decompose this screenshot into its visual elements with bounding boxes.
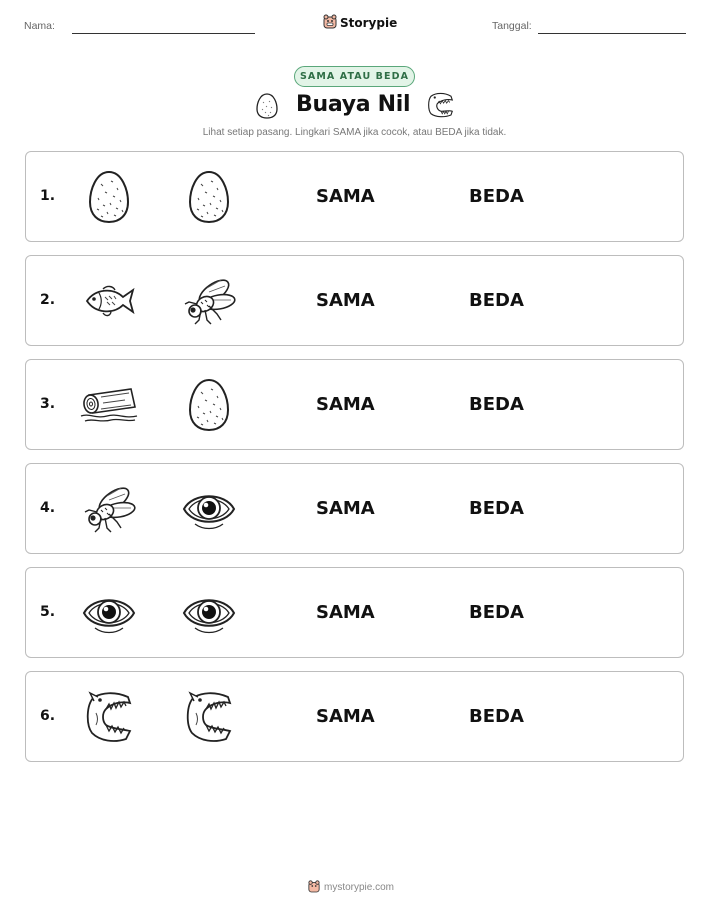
eye-icon (78, 582, 140, 644)
fly-icon (78, 478, 140, 540)
fly-icon (178, 270, 240, 332)
row-number: 3. (40, 396, 56, 412)
title-crocodile-icon (426, 90, 456, 124)
same-option[interactable]: SAMA (316, 706, 375, 727)
crocodile-jaw-icon (178, 686, 240, 748)
worksheet-row (25, 151, 684, 242)
same-option[interactable]: SAMA (316, 602, 375, 623)
different-option[interactable]: BEDA (469, 394, 524, 415)
row-number: 5. (40, 604, 56, 620)
title-egg-icon (256, 93, 278, 123)
same-option[interactable]: SAMA (316, 394, 375, 415)
row-number: 6. (40, 708, 56, 724)
same-option[interactable]: SAMA (316, 186, 375, 207)
different-option[interactable]: BEDA (469, 602, 524, 623)
storypie-mascot-icon (323, 13, 337, 33)
name-label: Nama: (24, 20, 55, 32)
fish-icon (78, 270, 140, 332)
different-option[interactable]: BEDA (469, 186, 524, 207)
footer (308, 879, 394, 896)
egg-icon (178, 374, 240, 436)
name-field-line[interactable] (72, 33, 255, 34)
logo-text: Storypie (340, 16, 398, 30)
row-number: 2. (40, 292, 56, 308)
worksheet-row (25, 567, 684, 658)
log-icon (78, 374, 140, 436)
egg-icon (78, 166, 140, 228)
different-option[interactable]: BEDA (469, 706, 524, 727)
worksheet-row (25, 671, 684, 762)
worksheet-row (25, 359, 684, 450)
eye-icon (178, 582, 240, 644)
date-label: Tanggal: (492, 20, 532, 32)
eye-icon (178, 478, 240, 540)
footer-url[interactable]: mystorypie.com (324, 882, 395, 893)
storypie-logo (323, 13, 397, 33)
different-option[interactable]: BEDA (469, 290, 524, 311)
storypie-mascot-icon (308, 879, 320, 896)
worksheet-title: Buaya Nil (296, 92, 411, 117)
instruction-text: Lihat setiap pasang. Lingkari SAMA jika cocok, atau BEDA jika tidak. (202, 127, 507, 138)
crocodile-jaw-icon (78, 686, 140, 748)
different-option[interactable]: BEDA (469, 498, 524, 519)
same-option[interactable]: SAMA (316, 498, 375, 519)
category-badge: SAMA ATAU BEDA (294, 66, 415, 87)
row-number: 1. (40, 188, 56, 204)
same-option[interactable]: SAMA (316, 290, 375, 311)
worksheet-row (25, 255, 684, 346)
row-number: 4. (40, 500, 56, 516)
date-field-line[interactable] (538, 33, 686, 34)
worksheet-row (25, 463, 684, 554)
egg-icon (178, 166, 240, 228)
